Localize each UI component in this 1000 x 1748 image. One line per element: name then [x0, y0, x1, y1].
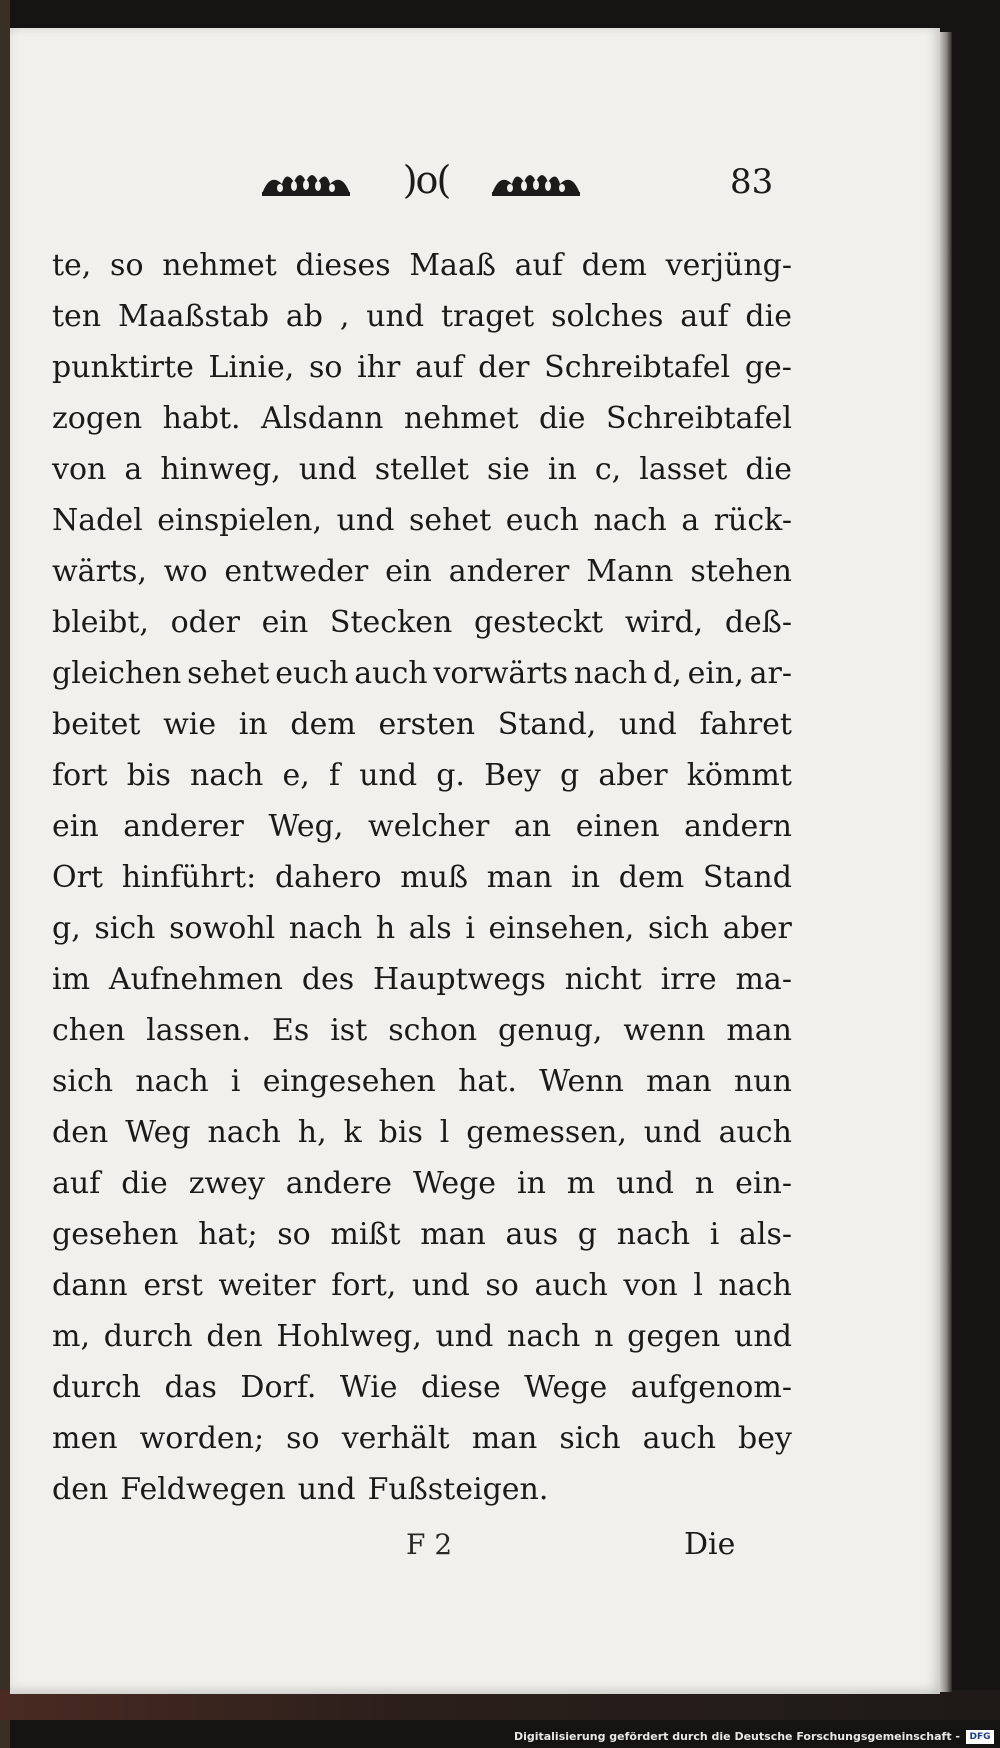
text-line [52, 1209, 792, 1260]
word: anderer [448, 554, 570, 589]
word: dem [290, 707, 356, 742]
word: in [547, 452, 577, 487]
word: sehet [187, 656, 270, 691]
word: nach [207, 1115, 281, 1150]
word: Bey [484, 758, 541, 793]
word: deß- [724, 605, 792, 640]
word: aber [722, 911, 792, 946]
word: andere [285, 1166, 393, 1201]
word: den [52, 1472, 109, 1507]
word: i [465, 911, 475, 946]
word: als- [738, 1217, 792, 1252]
word: m [566, 1166, 596, 1201]
text-line [52, 1464, 792, 1515]
word: punktirte [52, 350, 194, 385]
word: so [286, 1421, 320, 1456]
word: einsehen, [488, 911, 635, 946]
word: e, [282, 758, 310, 793]
word: wo [163, 554, 208, 589]
word: der [478, 350, 530, 385]
book-spine-strip [0, 0, 10, 1748]
word: stellet [374, 452, 469, 487]
word: Maaß [409, 248, 496, 283]
word: diese [421, 1370, 501, 1405]
right-ornament-icon [490, 168, 582, 198]
word: irre [660, 962, 717, 997]
word: Stand, [497, 707, 597, 742]
text-line [52, 495, 792, 546]
word: von [623, 1268, 678, 1303]
signature-mark: F 2 [406, 1528, 453, 1561]
word: traget [440, 299, 535, 334]
word: sich [94, 911, 156, 946]
word: schon [388, 1013, 478, 1048]
word: Aufnehmen [108, 962, 283, 997]
word: und [435, 1319, 494, 1354]
body-text [52, 240, 792, 1515]
text-line [52, 393, 792, 444]
word: euch [275, 656, 349, 691]
word: man [726, 1013, 792, 1048]
word: nach [135, 1064, 209, 1099]
word: euch [505, 503, 579, 538]
word: so [277, 1217, 311, 1252]
word: sehet [408, 503, 492, 538]
text-line [52, 648, 792, 699]
word: genug, [498, 1013, 603, 1048]
word: in [516, 1166, 546, 1201]
text-line [52, 750, 792, 801]
word: Hohlweg, [276, 1319, 422, 1354]
word: solches [551, 299, 664, 334]
word: c, [594, 452, 622, 487]
word: oder [170, 605, 240, 640]
word: des [301, 962, 355, 997]
word: habt. [162, 401, 241, 436]
word: nehmet [162, 248, 277, 283]
word: zwey [188, 1166, 265, 1201]
digitization-credit: Digitalisierung gefördert durch die Deutsche Forschungsgemeinschaft - [513, 1730, 960, 1743]
word: n [594, 1319, 614, 1354]
word: ma- [735, 962, 792, 997]
word: bey [738, 1421, 792, 1456]
word: und [336, 503, 395, 538]
word: gegen [627, 1319, 721, 1354]
word: gesehen [52, 1217, 179, 1252]
word: ge- [744, 350, 792, 385]
word: eingesehen [262, 1064, 436, 1099]
word: lasset [639, 452, 728, 487]
word: gleichen [52, 656, 182, 691]
word: ihr [357, 350, 401, 385]
word: wenn [623, 1013, 706, 1048]
text-line [52, 1107, 792, 1158]
word: ein- [735, 1166, 792, 1201]
word: ein [52, 809, 99, 844]
book-page [10, 28, 940, 1694]
word: im [52, 962, 91, 997]
word: ab [285, 299, 323, 334]
word: auf [415, 350, 464, 385]
word: so [485, 1268, 519, 1303]
word: aufgenom- [630, 1370, 792, 1405]
word: g [577, 1217, 598, 1252]
word: bis [378, 1115, 423, 1150]
word: nach [288, 911, 363, 946]
word: Hauptwegs [373, 962, 546, 997]
page-number: 83 [730, 162, 774, 202]
word: die [121, 1166, 168, 1201]
word: Mann [586, 554, 674, 589]
dfg-logo: DFG [966, 1730, 994, 1744]
text-line [52, 801, 792, 852]
word: von [52, 452, 107, 487]
word: man [471, 1421, 538, 1456]
word: bleibt, [52, 605, 149, 640]
word: muß [400, 860, 469, 895]
word: dem [618, 860, 685, 895]
text-line [52, 852, 792, 903]
word: sich [647, 911, 710, 946]
word: nicht [564, 962, 642, 997]
word: kömmt [686, 758, 792, 793]
word: k [343, 1115, 362, 1150]
word: einspielen, [157, 503, 323, 538]
text-line [52, 597, 792, 648]
word: auf [514, 248, 563, 283]
word: dann [52, 1268, 128, 1303]
word: Es [271, 1013, 310, 1048]
word: einen [575, 809, 660, 844]
word: Ort [52, 860, 103, 895]
word: sie [487, 452, 530, 487]
word: fort, [331, 1268, 397, 1303]
word: Weg [125, 1115, 191, 1150]
word: Dorf. [240, 1370, 317, 1405]
word: ten [52, 299, 102, 334]
word: g [560, 758, 580, 793]
word: anderer [123, 809, 244, 844]
word: man [420, 1217, 486, 1252]
word: und [411, 1268, 470, 1303]
word: aus [505, 1217, 559, 1252]
center-ornament: )o( [402, 158, 450, 202]
word: gemessen, [466, 1115, 627, 1150]
word: als [408, 911, 452, 946]
word: hinführt: [121, 860, 257, 895]
word: Fußsteigen. [367, 1472, 549, 1507]
word: lassen. [146, 1013, 252, 1048]
word: mißt [330, 1217, 401, 1252]
word: ar- [749, 656, 792, 691]
word: in [571, 860, 601, 895]
word: te, [52, 248, 92, 283]
word: und [616, 1166, 675, 1201]
word: und [298, 452, 357, 487]
word: wie [163, 707, 217, 742]
word: Wie [339, 1370, 398, 1405]
word: n [694, 1166, 715, 1201]
word: durch [103, 1319, 193, 1354]
word: zogen [52, 401, 143, 436]
word: erst [143, 1268, 203, 1303]
word: men [52, 1421, 118, 1456]
word: nach [593, 503, 667, 538]
word: dahero [274, 860, 382, 895]
word: vorwärts [433, 656, 569, 691]
word: sich [559, 1421, 621, 1456]
text-line [52, 291, 792, 342]
word: man [486, 860, 553, 895]
text-line [52, 1362, 792, 1413]
word: d, [653, 656, 682, 691]
text-line [52, 699, 792, 750]
page-footer [10, 1520, 940, 1570]
text-line [52, 444, 792, 495]
word: beitet [52, 707, 141, 742]
text-line [52, 903, 792, 954]
word: Weg, [268, 809, 344, 844]
word: in [238, 707, 268, 742]
word: welcher [368, 809, 490, 844]
word: m, [52, 1319, 90, 1354]
word: man [646, 1064, 712, 1099]
word: an [513, 809, 552, 844]
word: nach [573, 656, 648, 691]
word: Maaßstab [117, 299, 270, 334]
word: Stand [702, 860, 792, 895]
word: Wege [412, 1166, 497, 1201]
word: bis [126, 758, 171, 793]
word: sowohl [169, 911, 276, 946]
text-line [52, 1005, 792, 1056]
word: andern [684, 809, 792, 844]
word: fort [52, 758, 108, 793]
word: Wege [524, 1370, 608, 1405]
word: aber [598, 758, 668, 793]
word: Wenn [539, 1064, 624, 1099]
word: ist [330, 1013, 368, 1048]
word: so [110, 248, 144, 283]
word: hat; [198, 1217, 258, 1252]
left-ornament-icon [260, 168, 352, 198]
word: und [643, 1115, 702, 1150]
word: und [619, 707, 677, 742]
word: nehmet [403, 401, 519, 436]
word: die [745, 299, 792, 334]
running-header [10, 156, 940, 216]
word: nach [616, 1217, 691, 1252]
word: verhält [341, 1421, 450, 1456]
word: und [359, 758, 418, 793]
word: wärts, [52, 554, 147, 589]
word: Nadel [52, 503, 143, 538]
word: rück- [713, 503, 792, 538]
text-line [52, 1413, 792, 1464]
word: Stecken [329, 605, 453, 640]
word: Schreibtafel [544, 350, 731, 385]
word: verjüng- [665, 248, 792, 283]
word: nach [718, 1268, 792, 1303]
word: auf [680, 299, 729, 334]
word: den [52, 1115, 109, 1150]
word: ein, [687, 656, 744, 691]
word: g, [52, 911, 81, 946]
word: so [308, 350, 343, 385]
word: auch [642, 1421, 716, 1456]
word: entweder [224, 554, 369, 589]
text-line [52, 240, 792, 291]
word: auf [52, 1166, 101, 1201]
word: auch [534, 1268, 608, 1303]
word: nach [507, 1319, 581, 1354]
word: ein [261, 605, 309, 640]
word: den [206, 1319, 263, 1354]
word: nach [190, 758, 264, 793]
word: a [124, 452, 143, 487]
word: h, [297, 1115, 327, 1150]
text-line [52, 954, 792, 1005]
word: i [709, 1217, 720, 1252]
word: das [164, 1370, 217, 1405]
word: und [297, 1472, 356, 1507]
word: auch [718, 1115, 792, 1150]
page-edge-shadow [938, 32, 952, 1692]
word: sich [52, 1064, 114, 1099]
word: auch [354, 656, 428, 691]
word: g. [436, 758, 465, 793]
word: durch [52, 1370, 141, 1405]
word: l [693, 1268, 703, 1303]
word: die [745, 452, 792, 487]
word: und [366, 299, 425, 334]
word: i [230, 1064, 241, 1099]
word: Schreibtafel [605, 401, 792, 436]
word: und [734, 1319, 792, 1354]
word: wird, [624, 605, 704, 640]
word: ein [385, 554, 432, 589]
word: dieses [295, 248, 391, 283]
word: Feldwegen [120, 1472, 286, 1507]
catchword: Die [684, 1527, 736, 1562]
word: Linie, [208, 350, 295, 385]
text-line [52, 342, 792, 393]
book-cover-edge [0, 1690, 1000, 1720]
word: h [375, 911, 396, 946]
word: f [328, 758, 341, 793]
text-line [52, 1158, 792, 1209]
text-line [52, 1260, 792, 1311]
word: stehen [690, 554, 792, 589]
word: weiter [218, 1268, 316, 1303]
word: Alsdann [261, 401, 384, 436]
word: ersten [378, 707, 476, 742]
word: die [538, 401, 586, 436]
word: worden; [139, 1421, 265, 1456]
word: , [339, 299, 350, 334]
text-line [52, 546, 792, 597]
word: dem [581, 248, 647, 283]
word: fahret [699, 707, 792, 742]
word: nun [733, 1064, 792, 1099]
text-line [52, 1311, 792, 1362]
word: chen [52, 1013, 126, 1048]
word: l [439, 1115, 450, 1150]
word: gesteckt [473, 605, 604, 640]
word: a [681, 503, 700, 538]
word: hinweg, [160, 452, 281, 487]
text-line [52, 1056, 792, 1107]
word: hat. [458, 1064, 517, 1099]
